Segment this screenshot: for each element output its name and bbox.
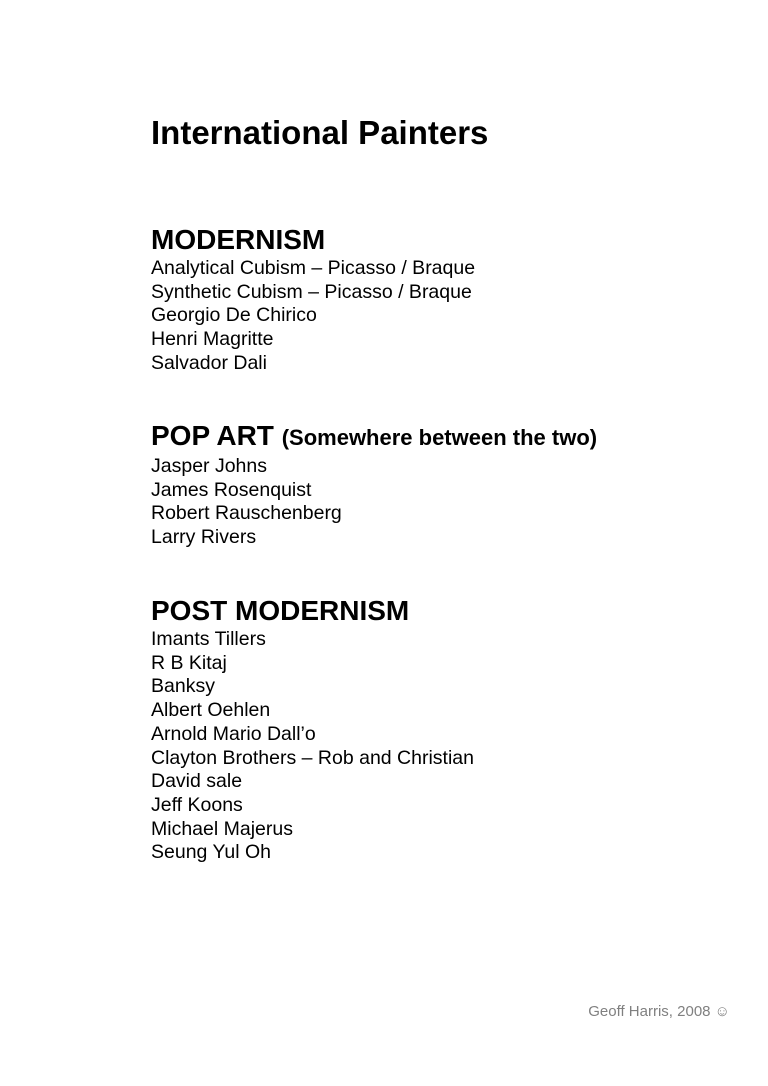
footer-credit: Geoff Harris, 2008 ☺	[588, 1003, 730, 1020]
list-item: Imants Tillers	[151, 628, 266, 650]
painter-list	[151, 257, 475, 376]
section-heading	[151, 223, 475, 257]
list-item: Seung Yul Oh	[151, 841, 271, 864]
section-post-modernism	[151, 594, 474, 865]
list-item: R B Kitaj	[151, 651, 227, 674]
list-item: Salvador Dali	[151, 351, 267, 374]
list-item: Georgio De Chirico	[151, 304, 317, 327]
list-item: Albert Oehlen	[151, 699, 271, 722]
list-item: Analytical Cubism – Picasso / Braque	[151, 257, 476, 279]
list-item: Banksy	[151, 675, 215, 698]
section-heading-text: POP ART	[151, 420, 274, 451]
list-item: Synthetic Cubism – Picasso / Braque	[151, 280, 472, 303]
list-item: David sale	[151, 770, 243, 793]
section-pop-art	[151, 419, 597, 550]
list-item: Henri Magritte	[151, 328, 274, 351]
list-item: Jeff Koons	[151, 793, 243, 816]
painter-list	[151, 455, 597, 550]
section-heading	[151, 594, 474, 628]
list-item: Michael Majerus	[151, 817, 293, 840]
list-item: Robert Rauschenberg	[151, 502, 342, 525]
painter-list	[151, 628, 474, 865]
list-item: Clayton Brothers – Rob and Christian	[151, 746, 474, 769]
section-modernism	[151, 223, 475, 376]
section-subheading: (Somewhere between the two)	[281, 425, 598, 450]
section-heading-text: MODERNISM	[151, 224, 326, 255]
list-item: Larry Rivers	[151, 526, 257, 549]
list-item: Jasper Johns	[151, 455, 267, 477]
page-title: International Painters	[151, 114, 489, 151]
list-item: James Rosenquist	[151, 478, 312, 501]
section-heading	[151, 419, 597, 455]
section-heading-text: POST MODERNISM	[151, 595, 410, 626]
list-item: Arnold Mario Dall’o	[151, 722, 316, 745]
